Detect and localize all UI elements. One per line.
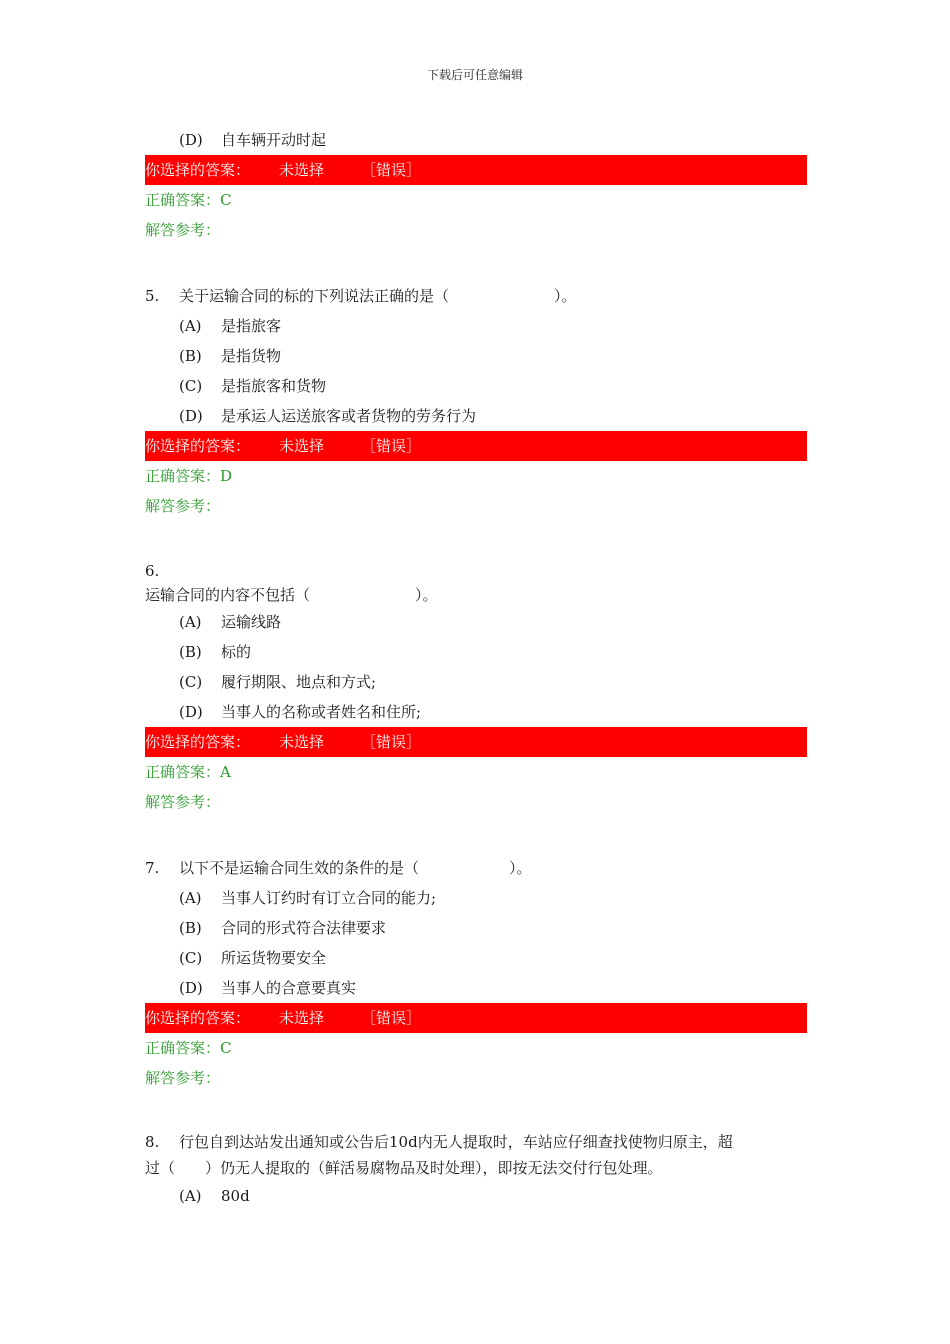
- q6-question-number: 6.: [145, 562, 160, 580]
- q8-option-a: [179, 1185, 250, 1207]
- option-text: 所运货物要安全: [221, 949, 327, 967]
- option-text: 运输线路: [221, 613, 282, 631]
- your-answer-value: 未选择: [279, 1009, 325, 1027]
- question-number: 5.: [145, 287, 160, 305]
- option-label: (D): [179, 979, 203, 997]
- q5-your-answer-bar: [145, 431, 807, 461]
- your-answer-value: 未选择: [279, 733, 325, 751]
- answer-status: ［错误］: [361, 1009, 422, 1027]
- option-text: 是指旅客: [221, 317, 282, 335]
- answer-status: ［错误］: [361, 437, 422, 455]
- correct-answer-value: C: [220, 1039, 232, 1057]
- q7-question: [145, 857, 532, 879]
- q4-correct-answer: [145, 189, 232, 211]
- option-label: (A): [179, 613, 202, 631]
- q5-option-b: [179, 345, 281, 367]
- q6-your-answer-bar: [145, 727, 807, 757]
- question-text: 行包自到达站发出通知或公告后10d内无人提取时，车站应仔细查找使物归原主，超: [179, 1133, 733, 1151]
- option-label: (B): [179, 643, 202, 661]
- option-text: 当事人的名称或者姓名和住所;: [221, 703, 422, 721]
- q5-option-c: [179, 375, 326, 397]
- correct-answer-label: 正确答案：: [145, 467, 221, 485]
- q5-correct-answer: [145, 465, 232, 487]
- answer-status: ［错误］: [361, 161, 422, 179]
- option-text: 80d: [221, 1187, 250, 1205]
- your-answer-value: 未选择: [279, 161, 325, 179]
- q6-option-b: [179, 641, 251, 663]
- option-text: 是指旅客和货物: [221, 377, 327, 395]
- correct-answer-label: 正确答案：: [145, 1039, 221, 1057]
- q8-question-line2: 过（ ）仍无人提取的（鲜活易腐物品及时处理），即按无法交付行包处理。: [145, 1159, 663, 1177]
- option-text: 当事人的合意要真实: [221, 979, 357, 997]
- option-label: (C): [179, 949, 203, 967]
- correct-answer-value: A: [220, 763, 231, 781]
- q8-question-line1: [145, 1131, 733, 1153]
- your-answer-value: 未选择: [279, 437, 325, 455]
- q7-option-b: [179, 917, 386, 939]
- correct-answer-label: 正确答案：: [145, 191, 221, 209]
- q6-option-a: [179, 611, 281, 633]
- your-answer-label: 你选择的答案：: [145, 1009, 251, 1027]
- option-label: (C): [179, 673, 203, 691]
- q4-your-answer-bar: [145, 155, 807, 185]
- option-text: 标的: [221, 643, 252, 661]
- option-label: (A): [179, 317, 202, 335]
- your-answer-label: 你选择的答案：: [145, 437, 251, 455]
- q6-option-c: [179, 671, 376, 693]
- q5-option-d: [179, 405, 476, 427]
- q6-option-d: [179, 701, 421, 723]
- question-text: 关于运输合同的标的下列说法正确的是（ ）。: [179, 287, 577, 305]
- option-label: (C): [179, 377, 203, 395]
- correct-answer-value: C: [220, 191, 232, 209]
- q6-reference: 解答参考：: [145, 793, 221, 811]
- q5-question: [145, 285, 577, 307]
- q7-your-answer-bar: [145, 1003, 807, 1033]
- option-text: 自车辆开动时起: [221, 131, 327, 149]
- option-text: 当事人订约时有订立合同的能力;: [221, 889, 437, 907]
- q7-option-d: [179, 977, 356, 999]
- option-text: 履行期限、地点和方式;: [221, 673, 377, 691]
- option-label: (D): [179, 131, 203, 149]
- correct-answer-label: 正确答案：: [145, 763, 221, 781]
- question-number: 7.: [145, 859, 160, 877]
- question-number: 8.: [145, 1133, 160, 1151]
- option-text: 合同的形式符合法律要求: [221, 919, 387, 937]
- q7-correct-answer: [145, 1037, 232, 1059]
- page-header: 下载后可任意编辑: [426, 68, 523, 82]
- correct-answer-value: D: [220, 467, 233, 485]
- option-label: (B): [179, 347, 202, 365]
- q7-reference: 解答参考：: [145, 1069, 221, 1087]
- option-label: (A): [179, 1187, 202, 1205]
- your-answer-label: 你选择的答案：: [145, 733, 251, 751]
- q7-option-a: [179, 887, 436, 909]
- q6-correct-answer: [145, 761, 231, 783]
- q6-question-text: 运输合同的内容不包括（ ）。: [145, 586, 438, 604]
- q5-option-a: [179, 315, 281, 337]
- q5-reference: 解答参考：: [145, 497, 221, 515]
- option-label: (D): [179, 703, 203, 721]
- option-label: (D): [179, 407, 203, 425]
- question-text: 以下不是运输合同生效的条件的是（ ）。: [179, 859, 532, 877]
- q7-option-c: [179, 947, 326, 969]
- option-text: 是承运人运送旅客或者货物的劳务行为: [221, 407, 477, 425]
- q4-reference: 解答参考：: [145, 221, 221, 239]
- option-text: 是指货物: [221, 347, 282, 365]
- q4-option-d: [179, 129, 326, 151]
- answer-status: ［错误］: [361, 733, 422, 751]
- your-answer-label: 你选择的答案：: [145, 161, 251, 179]
- option-label: (A): [179, 889, 202, 907]
- option-label: (B): [179, 919, 202, 937]
